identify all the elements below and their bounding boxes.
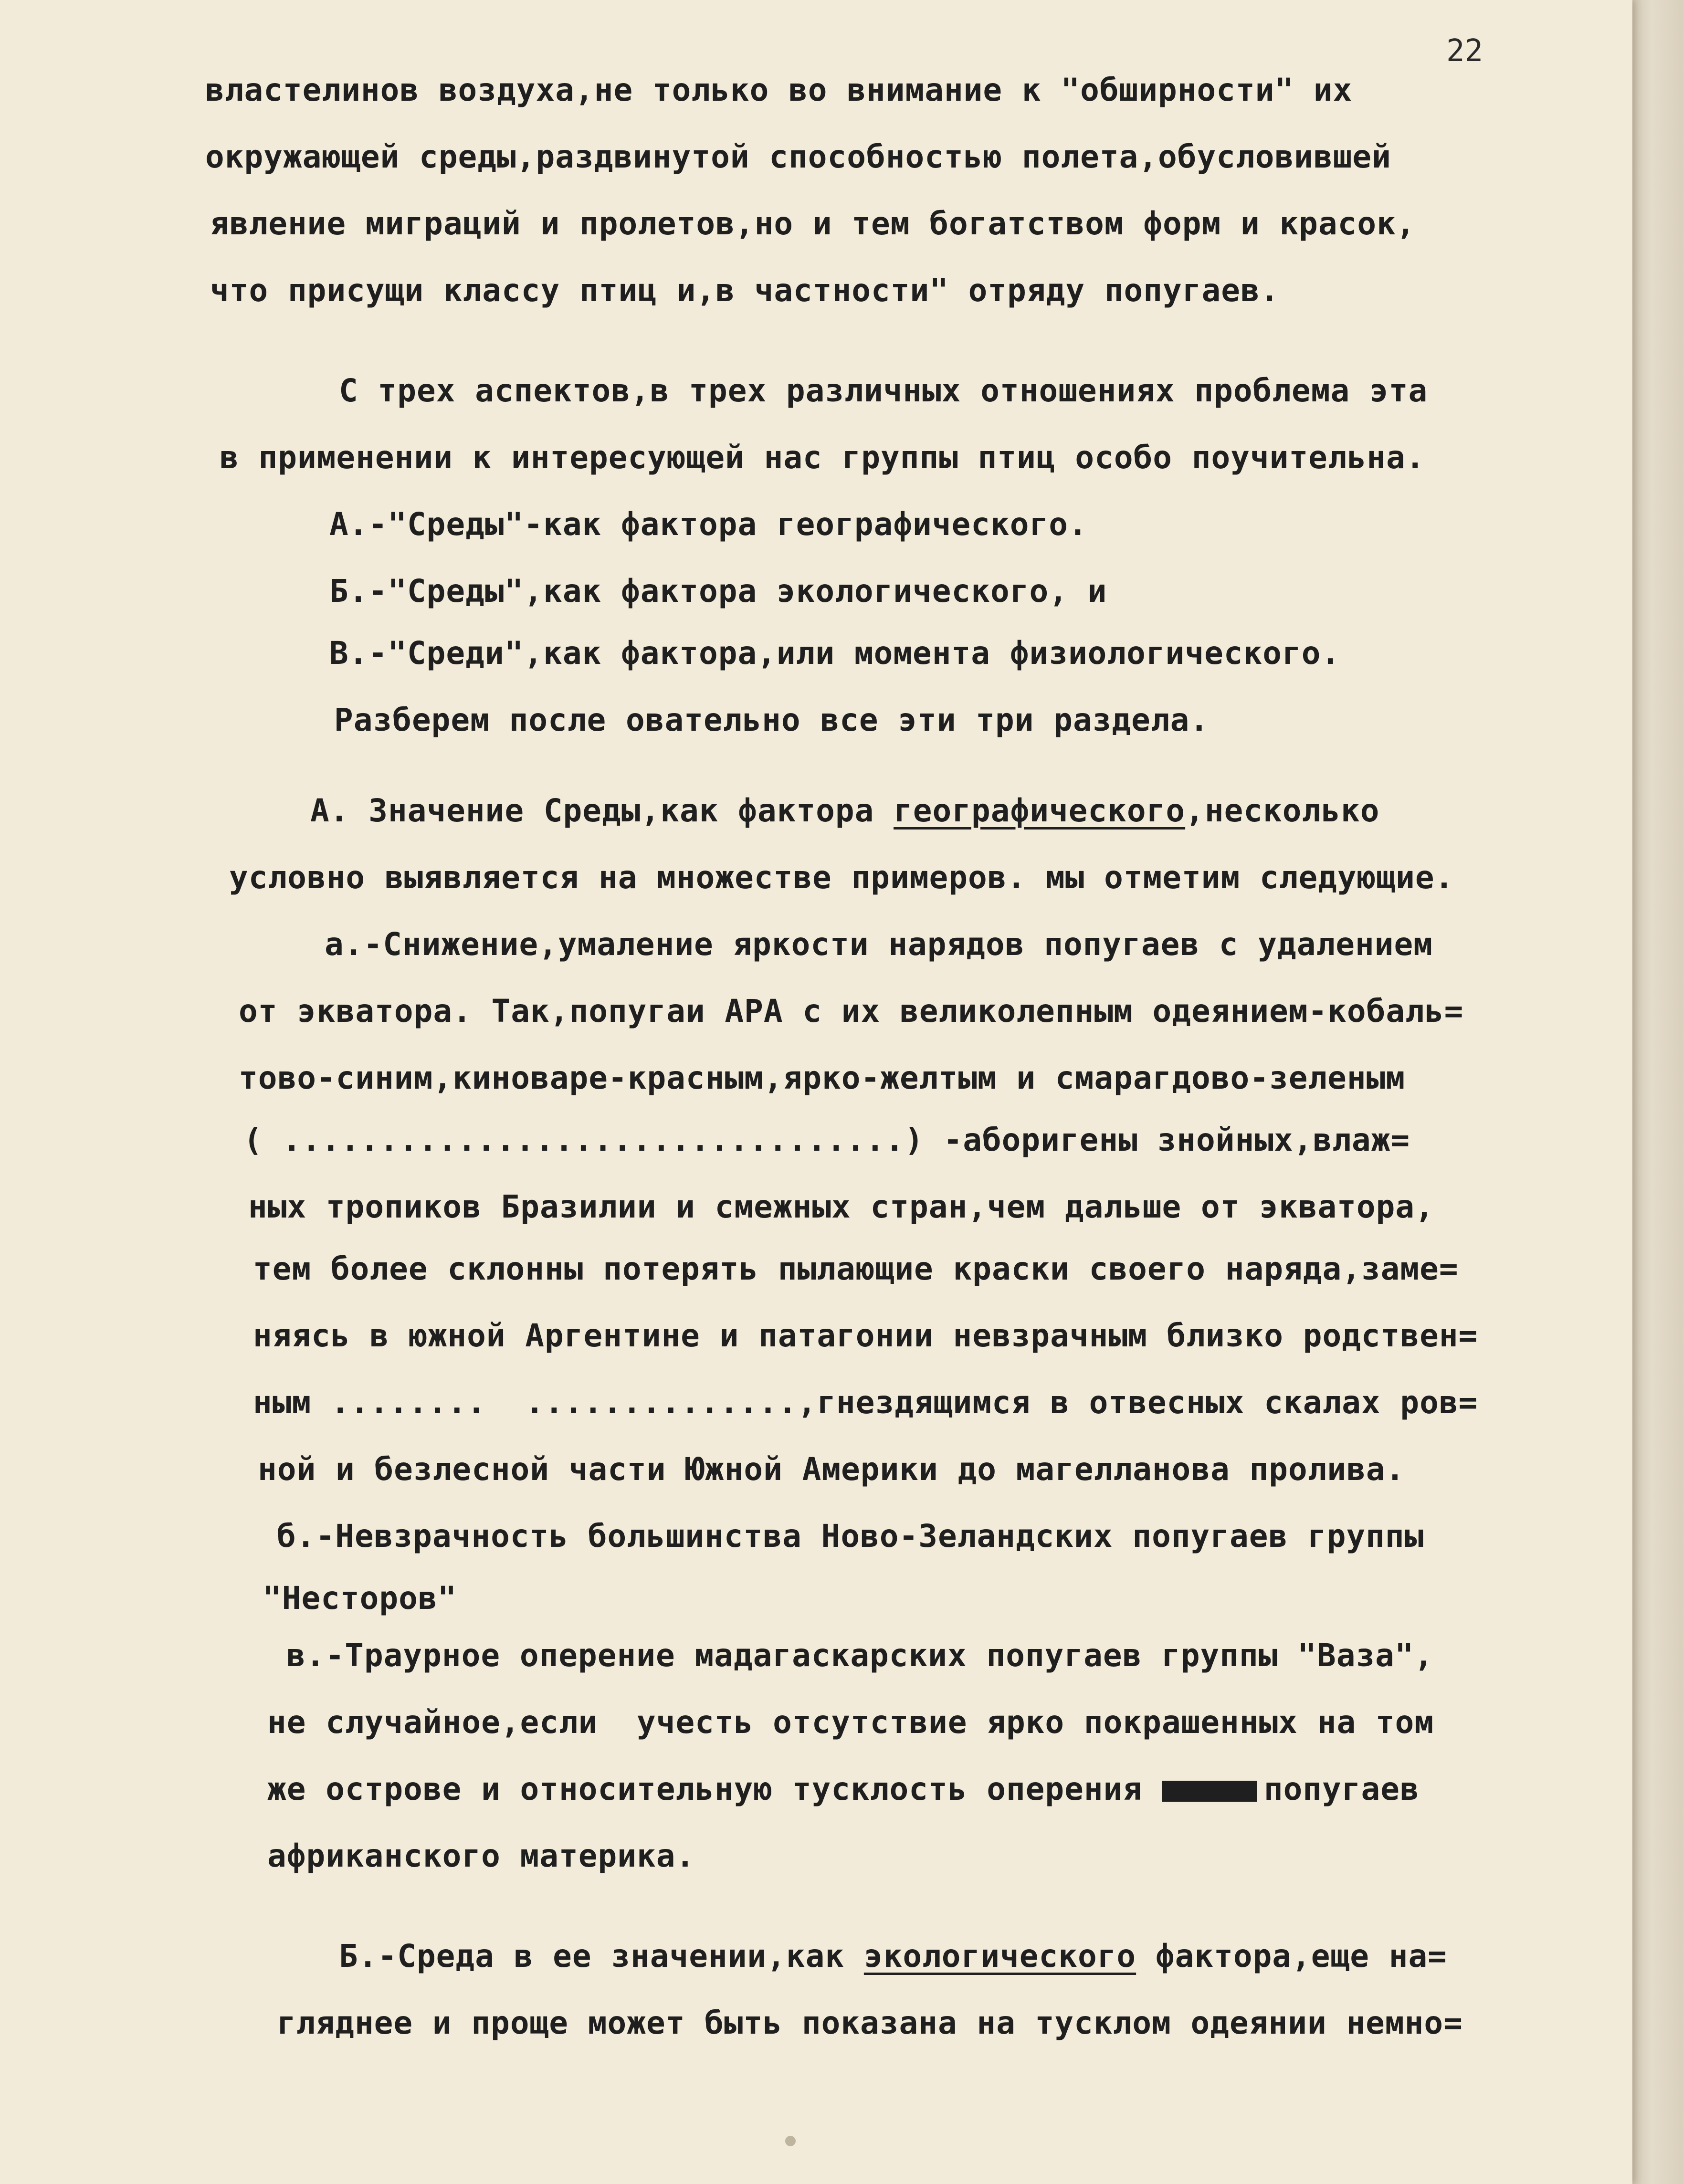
text-line-3: явление миграций и пролетов,но и тем богатством форм и красок, [210,205,1416,242]
text-line-9: В.-"Среди",как фактора,или момента физиологического. [329,635,1341,672]
text-line-12: условно выявляется на множестве примеров. мы отметим следующие. [229,859,1454,896]
text-line-15: тово-синим,киноваре-красным,ярко-желтым и смарагдово-зеленым [239,1060,1406,1096]
text-line-21: ной и безлесной части Южной Америки до магелланова пролива. [258,1451,1405,1488]
text-segment: фактора,еще на= [1136,1938,1447,1974]
text-line-14: от экватора. Так,попугаи АРА с их великолепным одеянием-кобаль= [239,993,1464,1029]
text-line-11 [310,792,1379,829]
text-segment: Б.-Среда в ее значении,как [339,1938,864,1974]
text-line-24: в.-Траурное оперение мадагаскарских попугаев группы "Ваза", [286,1637,1434,1674]
text-line-6: в применении к интересующей нас группы птиц особо поучительна. [220,439,1425,476]
text-line-17: ных тропиков Бразилии и смежных стран,чем дальше от экватора, [248,1188,1434,1225]
text-line-28 [339,1938,1447,1974]
text-line-25: не случайное,если учесть отсутствие ярко покрашенных на том [267,1704,1434,1741]
text-line-1: властелинов воздуха,не только во внимание к "обширности" их [205,72,1353,108]
text-segment: ,несколько [1185,792,1380,829]
page-edges [1630,0,1683,2184]
text-line-13: а.-Снижение,умаление яркости нарядов попугаев с удалением [325,926,1433,963]
text-line-18: тем более склонны потерять пылающие краски своего наряда,заме= [253,1250,1459,1287]
text-line-20: ным ........ ..............,гнездящимся в отвесных скалах ров= [253,1384,1478,1421]
text-line-27: африканского материка. [267,1838,695,1874]
text-line-8: Б.-"Среды",как фактора экологического, и [329,573,1107,609]
text-line-2: окружающей среды,раздвинутой способностью полета,обусловившей [205,138,1391,175]
text-segment: А. Значение Среды,как фактора [310,792,894,829]
page-number: 22 [1446,33,1483,69]
text-line-22: б.-Невзрачность большинства Ново-Зеландских попугаев группы [277,1518,1424,1554]
text-line-19: няясь в южной Аргентине и патагонии невзрачным близко родствен= [253,1317,1478,1354]
text-line-26 [267,1771,1420,1807]
text-line-29: гляднее и проще может быть показана на тусклом одеянии немно= [277,2005,1463,2041]
text-line-5: С трех аспектов,в трех различных отношениях проблема эта [339,372,1428,409]
text-line-10: Разберем после овательно все эти три раздела. [334,702,1210,738]
text-segment: же острове и относительную тусклость оперения [267,1771,1162,1807]
text-line-4: что присущи классу птиц и,в частности" отряду попугаев. [210,272,1280,309]
underlined-word: экологического [863,1938,1136,1974]
text-line-7: А.-"Среды"-как фактора географического. [329,506,1088,543]
text-line-16: ( ................................) -аборигены знойных,влаж= [243,1122,1410,1158]
underlined-word: географического [894,792,1186,829]
text-segment: попугаев [1263,1771,1420,1807]
struck-out-word [1162,1781,1257,1802]
text-line-23: "Несторов" [263,1580,457,1617]
paper-mark [785,2136,796,2146]
